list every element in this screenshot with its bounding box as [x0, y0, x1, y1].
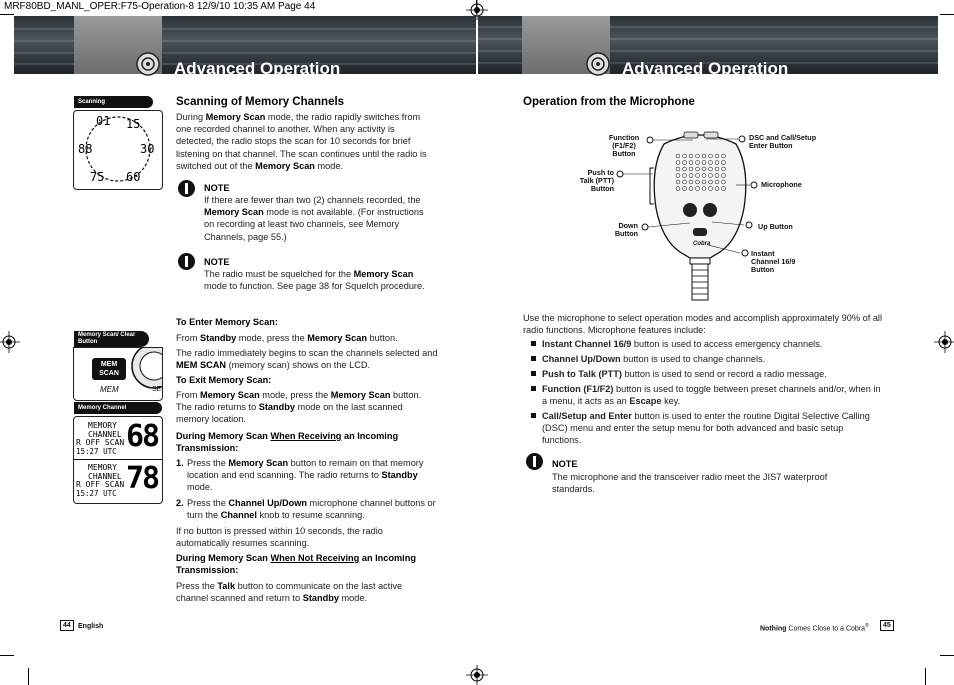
leader-line [736, 179, 762, 191]
text: The radio immediately begins to scan the channels selected and [176, 348, 438, 358]
list-item [531, 338, 883, 350]
step-number: 2. [176, 498, 184, 508]
registration-mark-icon [934, 331, 954, 353]
footer-text: English [78, 623, 104, 630]
term: Memory Scan [255, 160, 315, 171]
term: Standby [258, 402, 295, 413]
figure-label-memory-scan: Memory Scan/ Clear Button [74, 331, 149, 347]
paragraph [176, 111, 434, 172]
paragraph [176, 347, 438, 371]
lcd-text: 15:27 UTC [76, 489, 117, 498]
term: Memory Scan [200, 390, 260, 400]
crop-mark [940, 655, 954, 656]
term: Channel Up/Down [542, 354, 621, 364]
cobra-emblem-icon [586, 52, 610, 76]
text: mode, press the [259, 390, 331, 400]
list-item: Function (F1/F2) button is used to toggle between preset channels and/or, when in a menu, it acts as an Escape key. [531, 383, 883, 407]
text: From [176, 390, 200, 400]
term: Memory Scan [204, 207, 264, 218]
callout-instant: Instant Channel 16/9 Button [751, 249, 796, 275]
paragraph [176, 580, 426, 604]
term: Memory Scan [353, 269, 414, 279]
lcd-text: CHANNEL [88, 430, 122, 439]
subheading: To Exit Memory Scan: [176, 375, 272, 385]
text: Comes Close to a Cobra [786, 625, 866, 633]
text: knob to resume scanning. [256, 510, 365, 521]
term: Function (F1/F2) [542, 384, 614, 394]
text: button is used to change channels. [620, 354, 766, 364]
memory-channel-lcd-figure [73, 416, 163, 504]
text: button to remain on that memory location and end scanning. The radio returns to [187, 458, 424, 481]
page-title: Advanced Operation [622, 59, 789, 78]
term: Channel Up/Down [228, 498, 307, 508]
step-text [187, 457, 437, 494]
paragraph: If no button is pressed within 10 seconds, the radio automatically resumes scanning. [176, 526, 383, 549]
leader-line [645, 134, 695, 146]
text: an Incoming Transmission: [176, 553, 416, 576]
dial-value: 15 [126, 117, 141, 131]
text: mode. [314, 160, 344, 171]
leader-line [640, 221, 692, 233]
term: Memory Scan [228, 458, 289, 468]
callout-ptt: Push to Talk (PTT) Button [579, 168, 614, 194]
text: mode, the radio rapidly switches from one recorded channel to another. When any activity is detected, the radio stops the scan for 10 seconds for brief listening on that channel. The scan continues until the radio is switched out of the [176, 112, 427, 171]
term: MEM SCAN [176, 360, 227, 371]
list-item [531, 368, 883, 380]
leader-line [615, 168, 655, 180]
text: mode. [187, 482, 213, 493]
page-number: 44 [60, 620, 74, 631]
section-heading: Scanning of Memory Channels [176, 96, 345, 108]
text: mode on the last scanned memory location. [176, 402, 403, 425]
memory-scan-button-figure [73, 347, 163, 401]
registered-mark: ® [865, 623, 869, 629]
list-item [531, 410, 883, 446]
term: Standby [381, 470, 418, 481]
figure-label-scanning: Scanning [74, 96, 153, 108]
section-heading: Operation from the Microphone [523, 96, 695, 108]
term: Channel [220, 510, 257, 521]
figure-label-memory-channel: Memory Channel [74, 402, 162, 414]
text: button. [366, 333, 398, 343]
note-text [204, 268, 436, 292]
term: Standby [302, 593, 339, 604]
text: mode, press the [236, 333, 308, 343]
text: an Incoming Transmission: [176, 431, 399, 454]
mem-label: MEM [100, 385, 119, 394]
term: Call/Setup and Enter [542, 411, 632, 421]
note-text: The microphone and the transceiver radio meet the JIS7 waterproof standards. [552, 472, 828, 495]
note-label: NOTE [204, 257, 230, 267]
paragraph [176, 332, 438, 344]
text: During Memory Scan [176, 553, 271, 563]
term: Memory Scan [330, 390, 391, 400]
text: During [176, 112, 206, 122]
print-slug: MRF80BD_MANL_OPER:F75-Operation-8 12/9/10 10:35 AM Page 44 [4, 1, 316, 12]
lcd-text: R OFF SCAN [76, 438, 125, 447]
lcd-text: MEMORY [88, 463, 117, 472]
dial-value: 01 [96, 114, 111, 128]
text: Nothing [760, 625, 787, 633]
paragraph [176, 389, 438, 426]
term: Push to Talk (PTT) [542, 369, 622, 379]
leader-line [712, 219, 756, 231]
dial-value: 60 [126, 170, 141, 184]
note-icon [178, 180, 195, 197]
lcd-channel-digits: 78 [126, 461, 159, 496]
lcd-text: CHANNEL [88, 472, 122, 481]
leader-line [708, 245, 752, 259]
crop-mark [925, 668, 926, 685]
note-icon [526, 453, 543, 470]
text: button is used to send or record a radio message. [621, 369, 827, 379]
text: Press the [187, 458, 229, 468]
mic-brand: Cobra [693, 241, 711, 247]
note-label: NOTE [552, 459, 578, 469]
callout-function: Function (F1/F2) Button [608, 133, 640, 159]
dial-value: 30 [140, 142, 155, 156]
text: button to communicate on the last active channel scanned and return to [176, 581, 403, 604]
mem-scan-button-label: MEM [100, 361, 118, 368]
step-number: 1. [176, 458, 184, 468]
mem-scan-button[interactable] [92, 358, 126, 380]
text: mode to function. See page 38 for Squelch procedure. [204, 281, 425, 292]
callout-down: Down Button [614, 221, 638, 239]
term: Standby [200, 333, 237, 343]
note-icon [178, 253, 195, 270]
text: microphone channel buttons or turn the [187, 498, 436, 521]
crop-mark [0, 655, 14, 656]
term: Instant Channel 16/9 [542, 339, 632, 349]
text: button. The radio returns to [176, 390, 422, 413]
section-label: Operating Your Radio [77, 75, 144, 82]
section-label: Operating Your Radio [525, 75, 592, 82]
text: button is used to enter the routine Digital Selective Calling (DSC) menu and enter the setup menu for both advanced and basic setup functions. [542, 411, 870, 445]
text: mode is not available. (For instructions on recording at least two channels, see Memory Channels, page 55.) [204, 207, 424, 242]
leader-line [706, 133, 750, 145]
text: The radio must be squelched for the [204, 269, 354, 279]
term: Memory Scan [205, 112, 266, 122]
text: From [176, 333, 200, 343]
lcd-text: MEMORY [88, 421, 117, 430]
microphone-diagram [640, 128, 760, 304]
term: Talk [217, 581, 236, 591]
dial-value: 75 [90, 170, 105, 184]
text: button is used to access emergency channels. [631, 339, 823, 349]
lcd-divider [74, 459, 162, 460]
crop-mark [940, 14, 954, 15]
lcd-channel-digits: 68 [126, 419, 159, 454]
subheading [176, 430, 416, 454]
text: When Not Receiving [270, 553, 360, 563]
term: Memory Scan [307, 333, 367, 343]
scanning-dial-figure [73, 110, 163, 190]
intro-paragraph: Use the microphone to select operation modes and accomplish approximately 90% of all radio functions. Microphone features include: [523, 313, 883, 336]
callout-microphone: Microphone [761, 180, 802, 189]
mem-scan-button-label: SCAN [99, 370, 119, 377]
footer-tagline [760, 623, 869, 632]
step-text [187, 497, 437, 521]
text: (memory scan) shows on the LCD. [226, 360, 371, 371]
dial-value: 88 [78, 142, 93, 156]
subheading: To Enter Memory Scan: [176, 317, 278, 327]
text: Press the [187, 498, 229, 508]
callout-up: Up Button [758, 222, 793, 231]
list-item [531, 353, 883, 365]
lcd-text: R OFF SCAN [76, 480, 125, 489]
lcd-text: 15:27 UTC [76, 447, 117, 456]
note-label: NOTE [204, 183, 230, 193]
registration-mark-icon [0, 331, 20, 353]
page-title: Advanced Operation [174, 59, 341, 78]
side-label: SE [152, 386, 162, 393]
crop-mark [28, 668, 29, 685]
note-text [204, 194, 436, 243]
page-number: 45 [880, 620, 894, 631]
text: mode. [338, 593, 368, 604]
callout-dsc: DSC and Call/Setup Enter Button [749, 133, 817, 151]
text: Press the [176, 581, 218, 591]
text: If there are fewer than two (2) channels recorded, the [204, 195, 421, 205]
text: When Receiving [270, 431, 342, 441]
crop-mark [0, 14, 14, 15]
term: Escape [629, 396, 662, 406]
registration-mark-icon [466, 665, 488, 685]
subheading [176, 552, 426, 576]
text: During Memory Scan [176, 431, 271, 441]
text: button is used to toggle between preset channels and/or, when in a menu, it acts as an [542, 384, 881, 406]
feature-list [531, 338, 883, 449]
cobra-emblem-icon [136, 52, 160, 76]
